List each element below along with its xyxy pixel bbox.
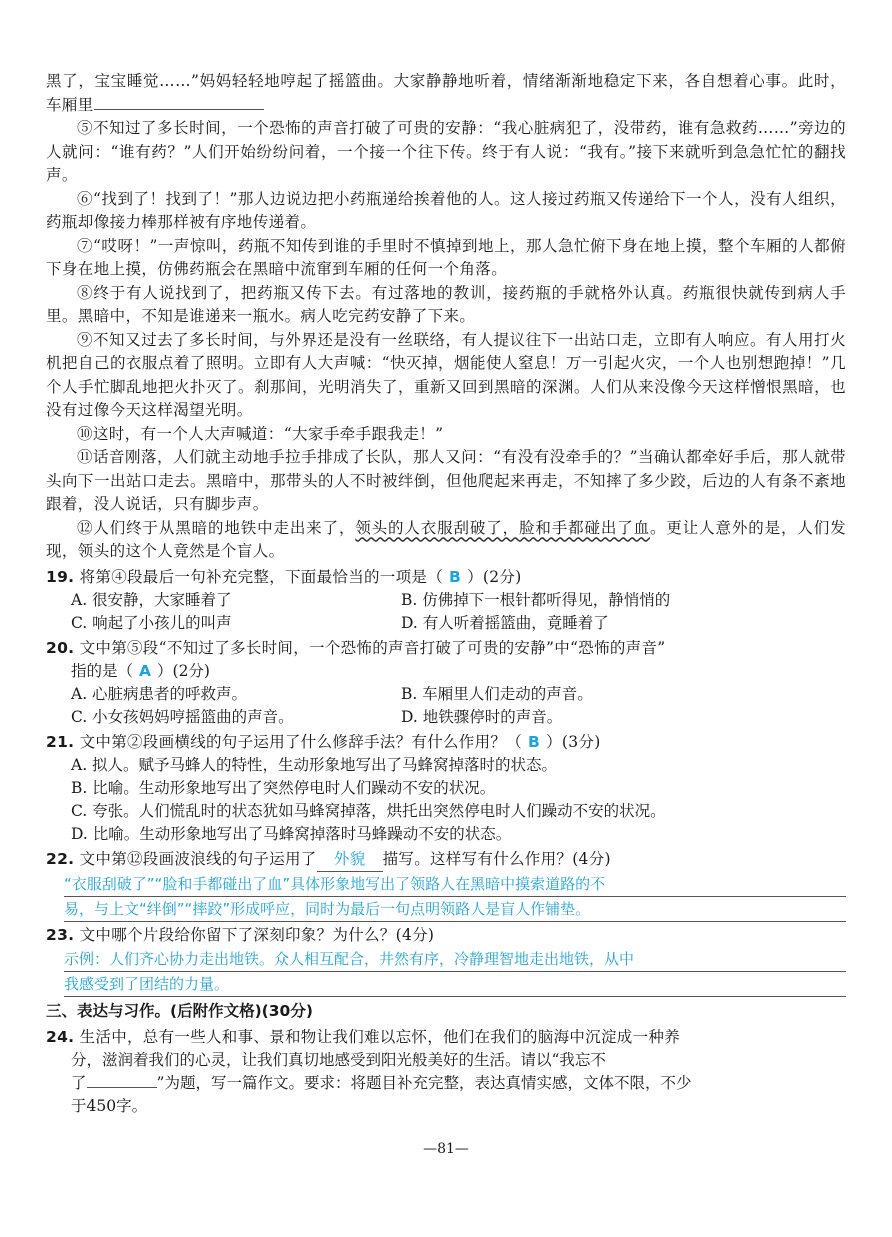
q24-line-3 [46, 1072, 846, 1095]
q19-option-b: B. 仿佛掉下一根针都听得见，静悄悄的 [401, 590, 671, 609]
q24-num: 24. [46, 1027, 75, 1046]
q21-option-c: C. 夸张。人们慌乱时的状态犹如马蜂窝掉落，烘托出突然停电时人们躁动不安的状况。 [71, 801, 666, 820]
page-number: —81— [423, 1141, 469, 1157]
q21-stem-a: 文中第②段画横线的句子运用了什么修辞手法？有什么作用？（ [79, 732, 522, 751]
q24-line-3b: ”为题，写一篇作文。要求：将题目补充完整，表达真情实感，文体不限，不少 [156, 1073, 692, 1092]
q21-option-b: B. 比喻。生动形象地写出了突然停电时人们躁动不安的状况。 [71, 778, 496, 797]
passage-p5: ⑤不知过了多长时间，一个恐怖的声音打破了可贵的安静：“我心脏病犯了，没带药，谁有急救药……”旁边的人就问：“谁有药？”人们开始纷纷问着，一个接一个往下传。终于有人说：“我有。”接下来就听到急急忙忙的翻找声。 [46, 119, 846, 184]
question-22 [46, 848, 846, 872]
q21-option-a: A. 拟人。赋予马蜂人的特性，生动形象地写出了马蜂窝掉落时的状态。 [71, 755, 558, 774]
q23-num: 23. [46, 925, 75, 944]
passage-p6: ⑥“找到了！找到了！”那人边说边把小药瓶递给挨着他的人。这人接过药瓶又传递给下一个人，没有人组织，药瓶却像接力棒那样被有序地传递着。 [46, 189, 846, 231]
q20-options [46, 683, 846, 729]
q19-option-c: C. 响起了小孩儿的叫声 [71, 613, 232, 632]
passage-p8: ⑧终于有人说找到了，把药瓶又传下去。有过落地的教训，接药瓶的手就格外认真。药瓶很快就传到病人手里。黑暗中，不知是谁递来一瓶水。病人吃完药安静了下来。 [46, 283, 846, 325]
p12-text-a: ⑫人们终于从黑暗的地铁中走出来了， [77, 518, 356, 537]
q24-line-3a: 了 [71, 1073, 87, 1092]
question-20 [46, 637, 846, 660]
q20-answer: A [139, 661, 152, 680]
passage-p4-end [46, 70, 846, 117]
passage-p9: ⑨不知又过去了多长时间，与外界还是没有一丝联络，有人提议往下一出站口走，立即有人响应。有人用打火机把自己的衣服点着了照明。立即有人大声喊：“快灭掉，烟能使人窒息！万一引起火灾，一个人也别想跑掉！”几个人手忙脚乱地把火扑灭了。刹那间，光明消失了，重新又回到黑暗的深渊。人们从来没像今天这样憎恨黑暗，也没有过像今天这样渴望光明。 [46, 330, 846, 419]
q20-option-c: C. 小女孩妈妈哼摇篮曲的声音。 [71, 707, 294, 726]
passage-p11: ⑪话音刚落，人们就主动地手拉手排成了长队，那人又问：“有没有没牵手的？”当确认都牵好手后，那人就带头向下一出站口走去。黑暗中，那带头的人不时被绊倒，但他爬起来再走，不知摔了多少跤，后边的人有条不紊地跟着，没人说话，只有脚步声。 [46, 448, 846, 513]
q19-options [46, 589, 846, 635]
q22-num: 22. [46, 849, 75, 868]
q21-stem-b: ）(3分) [546, 732, 601, 751]
q20-stem-b2: ）(2分) [157, 661, 210, 680]
q23-stem: 文中哪个片段给你留下了深刻印象？为什么？(4分) [79, 925, 435, 944]
content [46, 70, 846, 1118]
q22-answer-inline: 外貌 [317, 848, 383, 872]
q22-answer-block [64, 872, 846, 922]
question-19 [46, 566, 846, 589]
q22-answer-line-2: 易，与上文“绊倒”“摔跤”形成呼应，同时为最后一句点明领路人是盲人作铺垫。 [64, 897, 846, 922]
q23-answer-line-1: 示例：人们齐心协力走出地铁。众人相互配合，井然有序，冷静理智地走出地铁，从中 [64, 947, 846, 972]
q24-line-1: 生活中，总有一些人和事、景和物让我们难以忘怀，他们在我们的脑海中沉淀成一种养 [79, 1027, 680, 1046]
q24-line-4: 于450字。 [71, 1096, 148, 1115]
title-blank [87, 1073, 157, 1088]
blank-line [94, 95, 264, 110]
q24-line-2: 分，滋润着我们的心灵，让我们真切地感受到阳光般美好的生活。请以“我忘不 [71, 1050, 606, 1069]
q21-num: 21. [46, 732, 75, 751]
question-21 [46, 731, 846, 754]
q20-num: 20. [46, 638, 75, 657]
p12-text-b: 。更让人意外的是，人们发现，领头的这个人竟然是个盲人。 [46, 518, 846, 560]
q19-answer: B [449, 567, 462, 586]
q19-stem-b: ）(2分) [467, 567, 522, 586]
q23-answer-line-2: 我感受到了团结的力量。 [64, 972, 846, 997]
question-23 [46, 924, 846, 947]
p12-wavy-text: 领头的人衣服刮破了，脸和手都碰出了血 [355, 518, 650, 537]
passage-p7: ⑦“哎呀！”一声惊叫，药瓶不知传到谁的手里时不慎掉到地上，那人急忙俯下身在地上摸，整个车厢的人都俯下身在地上摸，仿佛药瓶会在黑暗中流窜到车厢的任何一个角落。 [46, 236, 846, 278]
q19-option-a: A. 很安静，大家睡着了 [71, 590, 232, 609]
q20-stem-line2 [46, 660, 846, 683]
passage-p12 [46, 517, 846, 564]
q20-option-a: A. 心脏病患者的呼救声。 [71, 684, 248, 703]
q20-stem-b1: 指的是（ [71, 661, 134, 680]
q20-stem-a: 文中第⑤段“不知过了多长时间，一个恐怖的声音打破了可贵的安静”中“恐怖的声音” [79, 638, 666, 657]
q19-option-d: D. 有人听着摇篮曲，竟睡着了 [401, 613, 609, 632]
passage-p10: ⑩这时，有一个人大声喊道：“大家手牵手跟我走！” [77, 424, 444, 443]
q20-option-b: B. 车厢里人们走动的声音。 [401, 684, 593, 703]
q22-stem-b: 描写。这样写有什么作用？(4分) [382, 849, 611, 868]
q23-answer-block [64, 947, 846, 997]
q19-num: 19. [46, 567, 75, 586]
q20-option-d: D. 地铁骤停时的声音。 [401, 707, 563, 726]
q19-stem-a: 将第④段最后一句补充完整，下面最恰当的一项是（ [79, 567, 443, 586]
question-24 [46, 1026, 846, 1049]
q22-stem-a: 文中第⑫段画波浪线的句子运用了 [79, 849, 317, 868]
q22-answer-line-1: “衣服刮破了”“脸和手都碰出了血”具体形象地写出了领路人在黑暗中摸索道路的不 [64, 872, 846, 897]
section-3-title: 三、表达与习作。(后附作文格)(30分) [46, 1001, 313, 1020]
q21-option-d: D. 比喻。生动形象地写出了马蜂窝掉落时马蜂躁动不安的状态。 [71, 824, 512, 843]
p4-text: 黑了，宝宝睡觉……”妈妈轻轻地哼起了摇篮曲。大家静静地听着，情绪渐渐地稳定下来，各自想着心事。此时，车厢里 [46, 72, 846, 114]
q21-answer: B [528, 732, 541, 751]
